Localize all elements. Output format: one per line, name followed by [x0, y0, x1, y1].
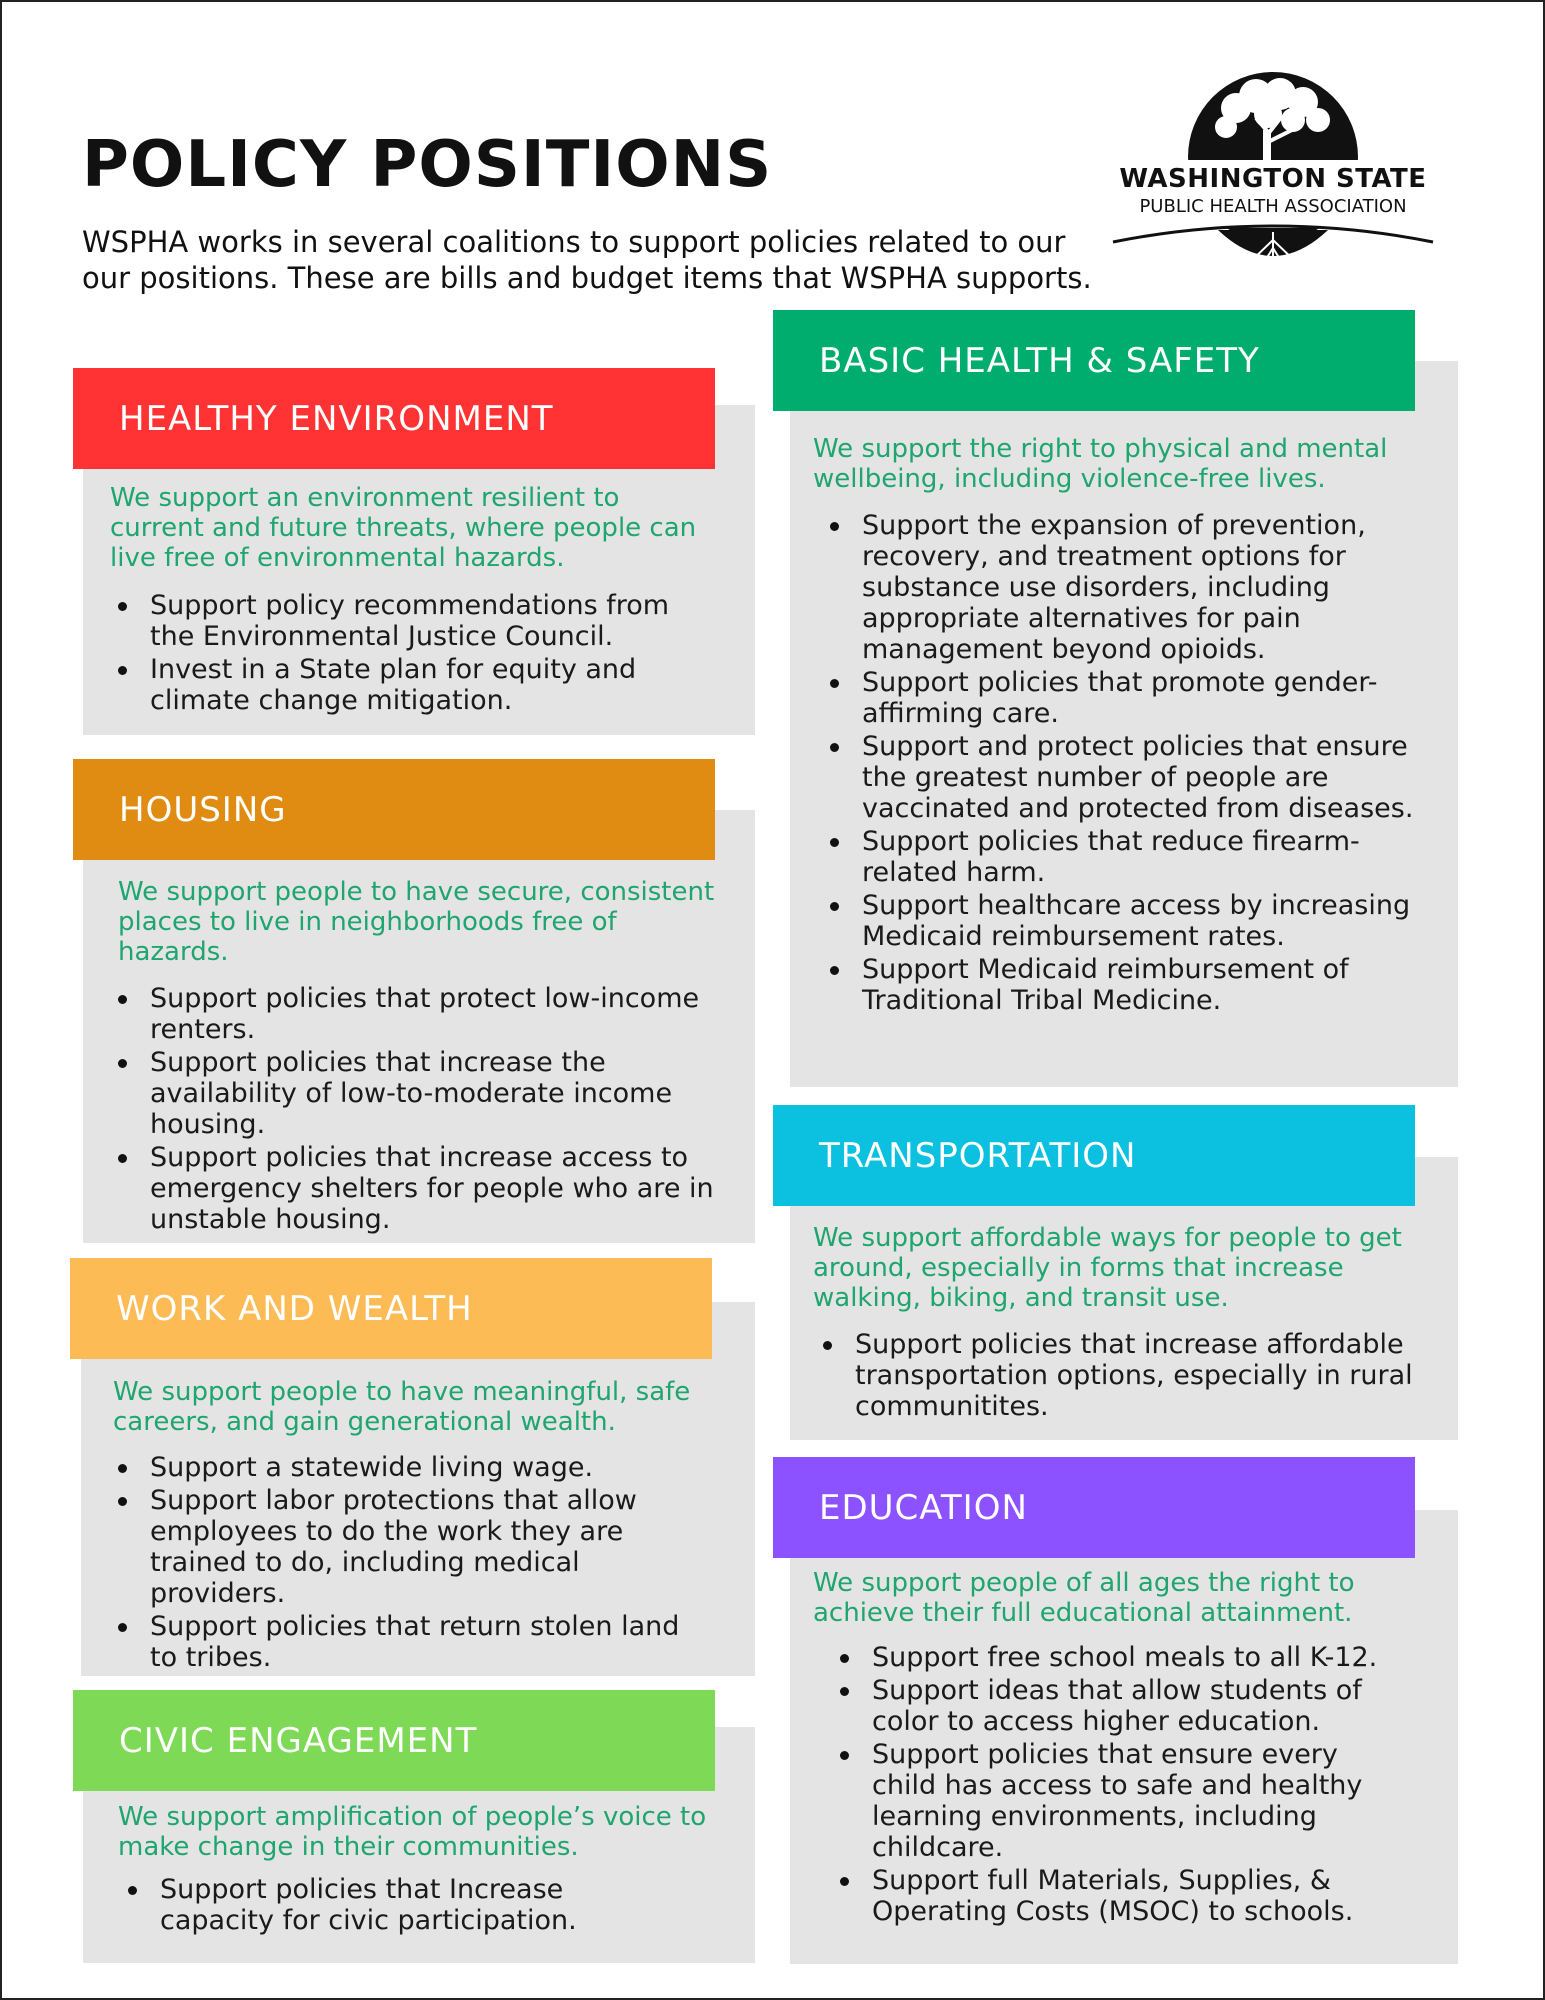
logo-line2: PUBLIC HEALTH ASSOCIATION: [1139, 196, 1407, 217]
list-item: Support ideas that allow students of color to access higher education.: [832, 1675, 1402, 1737]
list-item: Support labor protections that allow employees to do the work they are trained to do, including medical providers.: [110, 1485, 710, 1609]
list-item: Support policies that increase the availability of low-to-moderate income housing.: [110, 1047, 740, 1140]
section-summary: We support the right to physical and mental wellbeing, including violence-free lives.: [813, 434, 1388, 494]
section-summary: We support affordable ways for people to get around, especially in forms that increase walking, biking, and transit use.: [813, 1223, 1402, 1313]
policy-list: [120, 1874, 680, 1938]
section-summary: We support people to have secure, consistent places to live in neighborhoods free of hazards.: [118, 877, 715, 967]
page-title: POLICY POSITIONS: [82, 128, 773, 202]
list-item: Support policies that increase affordable transportation options, especially in rural communitites.: [815, 1329, 1435, 1422]
policy-list: [815, 1329, 1435, 1424]
section-summary: We support amplification of people’s voice to make change in their communities.: [118, 1802, 707, 1862]
list-item: Support full Materials, Supplies, & Operating Costs (MSOC) to schools.: [832, 1865, 1402, 1927]
section-heading: BASIC HEALTH & SAFETY: [773, 310, 1415, 411]
list-item: Support a statewide living wage.: [110, 1452, 710, 1483]
list-item: Support Medicaid reimbursement of Traditional Tribal Medicine.: [822, 954, 1442, 1016]
list-item: Support free school meals to all K-12.: [832, 1642, 1402, 1673]
section-heading: CIVIC ENGAGEMENT: [73, 1690, 715, 1791]
list-item: Support policy recommendations from the Environmental Justice Council.: [110, 590, 720, 652]
list-item: Support policies that return stolen land to tribes.: [110, 1611, 710, 1673]
list-item: Support policies that protect low-income renters.: [110, 983, 740, 1045]
list-item: Support and protect policies that ensure the greatest number of people are vaccinated and protected from diseases.: [822, 731, 1442, 824]
section-heading: HOUSING: [73, 759, 715, 860]
section-heading: HEALTHY ENVIRONMENT: [73, 368, 715, 469]
policy-list: [110, 983, 740, 1237]
list-item: Support policies that promote gender-affirming care.: [822, 667, 1442, 729]
list-item: Support policies that ensure every child has access to safe and healthy learning environments, including childcare.: [832, 1739, 1402, 1863]
section-summary: We support people to have meaningful, safe careers, and gain generational wealth.: [113, 1377, 691, 1437]
policy-list: [822, 510, 1442, 1018]
section-summary: We support an environment resilient to current and future threats, where people can live free of environmental hazards.: [110, 483, 697, 573]
list-item: Support policies that reduce firearm-related harm.: [822, 826, 1442, 888]
logo-line1: WASHINGTON STATE: [1119, 164, 1427, 194]
list-item: Support policies that Increase capacity for civic participation.: [120, 1874, 680, 1936]
section-heading: TRANSPORTATION: [773, 1105, 1415, 1206]
wspha-logo: [1108, 72, 1438, 282]
policy-list: [832, 1642, 1402, 1929]
section-heading: WORK AND WEALTH: [70, 1258, 712, 1359]
intro-text: WSPHA works in several coalitions to support policies related to our our positions. These are bills and budget items that WSPHA supports.: [82, 225, 1092, 295]
policy-list: [110, 1452, 710, 1675]
list-item: Support the expansion of prevention, recovery, and treatment options for substance use disorders, including appropriate alternatives for pain management beyond opioids.: [822, 510, 1442, 665]
list-item: Support healthcare access by increasing Medicaid reimbursement rates.: [822, 890, 1442, 952]
policy-list: [110, 590, 720, 718]
section-heading: EDUCATION: [773, 1457, 1415, 1558]
list-item: Support policies that increase access to emergency shelters for people who are in unstable housing.: [110, 1142, 740, 1235]
section-summary: We support people of all ages the right to achieve their full educational attainment.: [813, 1568, 1355, 1628]
list-item: Invest in a State plan for equity and climate change mitigation.: [110, 654, 720, 716]
